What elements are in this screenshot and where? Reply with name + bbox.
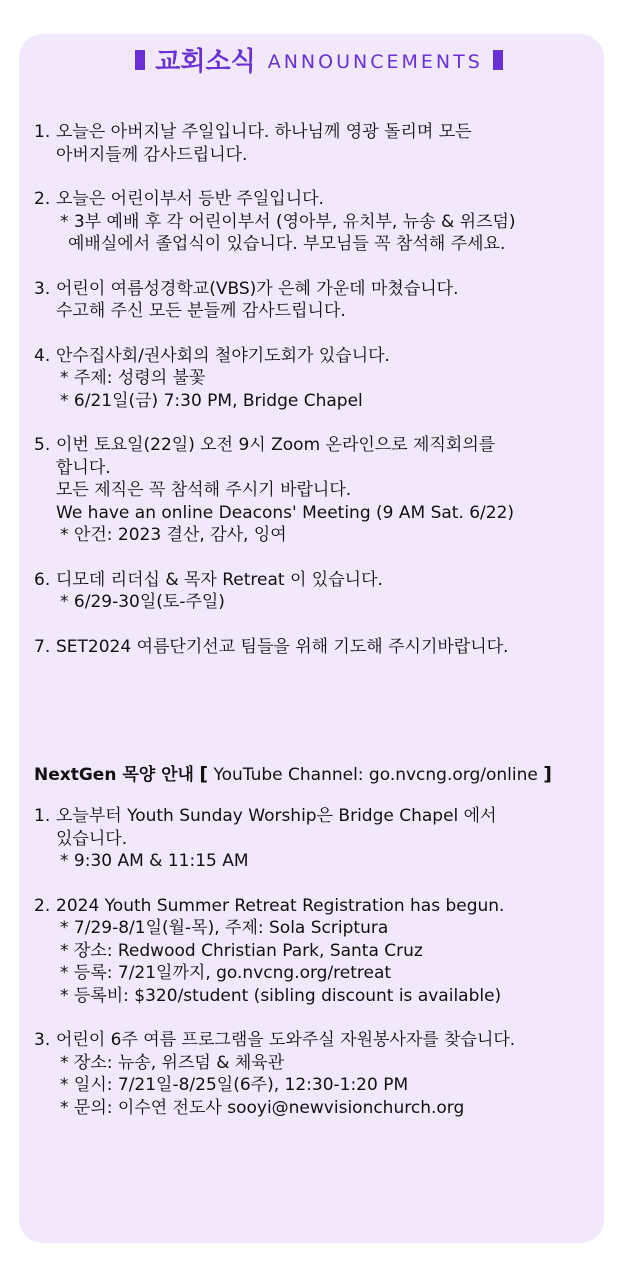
title-korean: 교회소식 bbox=[155, 46, 256, 77]
youtube-channel-link[interactable]: YouTube Channel: go.nvcng.org/online bbox=[213, 765, 538, 785]
list-item: 2. 오늘은 어린이부서 등반 주일입니다. * 3부 예배 후 각 어린이부서 (영아부, 유치부, 뉴송 & 위즈덤) 예배실에서 졸업식이 있습니다. 부모님들 꼭 참석해 주세요. bbox=[34, 189, 516, 254]
announcements-list bbox=[34, 121, 594, 680]
title-english: ANNOUNCEMENTS bbox=[267, 50, 483, 73]
list-item: 3. 어린이 6주 여름 프로그램을 도와주실 자원봉사자를 찾습니다. * 장소: 뉴송, 위즈덤 & 체육관 * 일시: 7/21일-8/25일(6주), 12:30-1:20 PM * 문의: 이수연 전도사 sooyi@newvisionchurch.org bbox=[34, 1030, 516, 1118]
nextgen-heading: NextGen 목양 안내 bbox=[34, 765, 194, 785]
list-item: 6. 디모데 리더십 & 목자 Retreat 이 있습니다. * 6/29-30일(토-주일) bbox=[34, 569, 383, 612]
list-item: 3. 어린이 여름성경학교(VBS)가 은혜 가운데 마쳤습니다. 수고해 주신 모든 분들께 감사드립니다. bbox=[34, 278, 459, 321]
list-item: 5. 이번 토요일(22일) 오전 9시 Zoom 온라인으로 제직회의를 합니다. 모든 제직은 꼭 참석해 주시기 바랍니다. We have an online Deacons' Meeting (9 AM Sat. 6/22) * 안건: 2023 결산, 감사, 잉여 bbox=[34, 435, 515, 545]
nextgen-list bbox=[34, 805, 594, 1141]
list-item: 2. 2024 Youth Summer Retreat Registration has begun. * 7/29-8/1일(월-목), 주제: Sola Scriptura * 장소: Redwood Christian Park, Santa Cruz * 등록: 7/21일까지, go.nvcng.org/retreat * 등록비: $320/student (sibling discount is available) bbox=[34, 895, 505, 1006]
list-item: 7. SET2024 여름단기선교 팀들을 위해 기도해 주시기바랍니다. bbox=[34, 636, 509, 657]
title-bar-right bbox=[493, 50, 503, 70]
page-title bbox=[0, 44, 638, 79]
nextgen-title: NextGen 목양 안내 [ YouTube Channel: go.nvcng.org/online ] bbox=[34, 763, 552, 785]
list-item: 4. 안수집사회/권사회의 철야기도회가 있습니다. * 주제: 성령의 불꽃 * 6/21일(금) 7:30 PM, Bridge Chapel bbox=[34, 345, 390, 411]
list-item: 1. 오늘은 아버지날 주일입니다. 하나님께 영광 돌리며 모든 아버지들께 감사드립니다. bbox=[34, 122, 472, 165]
title-bar-left bbox=[135, 50, 145, 70]
list-item: 1. 오늘부터 Youth Sunday Worship은 Bridge Chapel 에서 있습니다. * 9:30 AM & 11:15 AM bbox=[34, 806, 497, 871]
